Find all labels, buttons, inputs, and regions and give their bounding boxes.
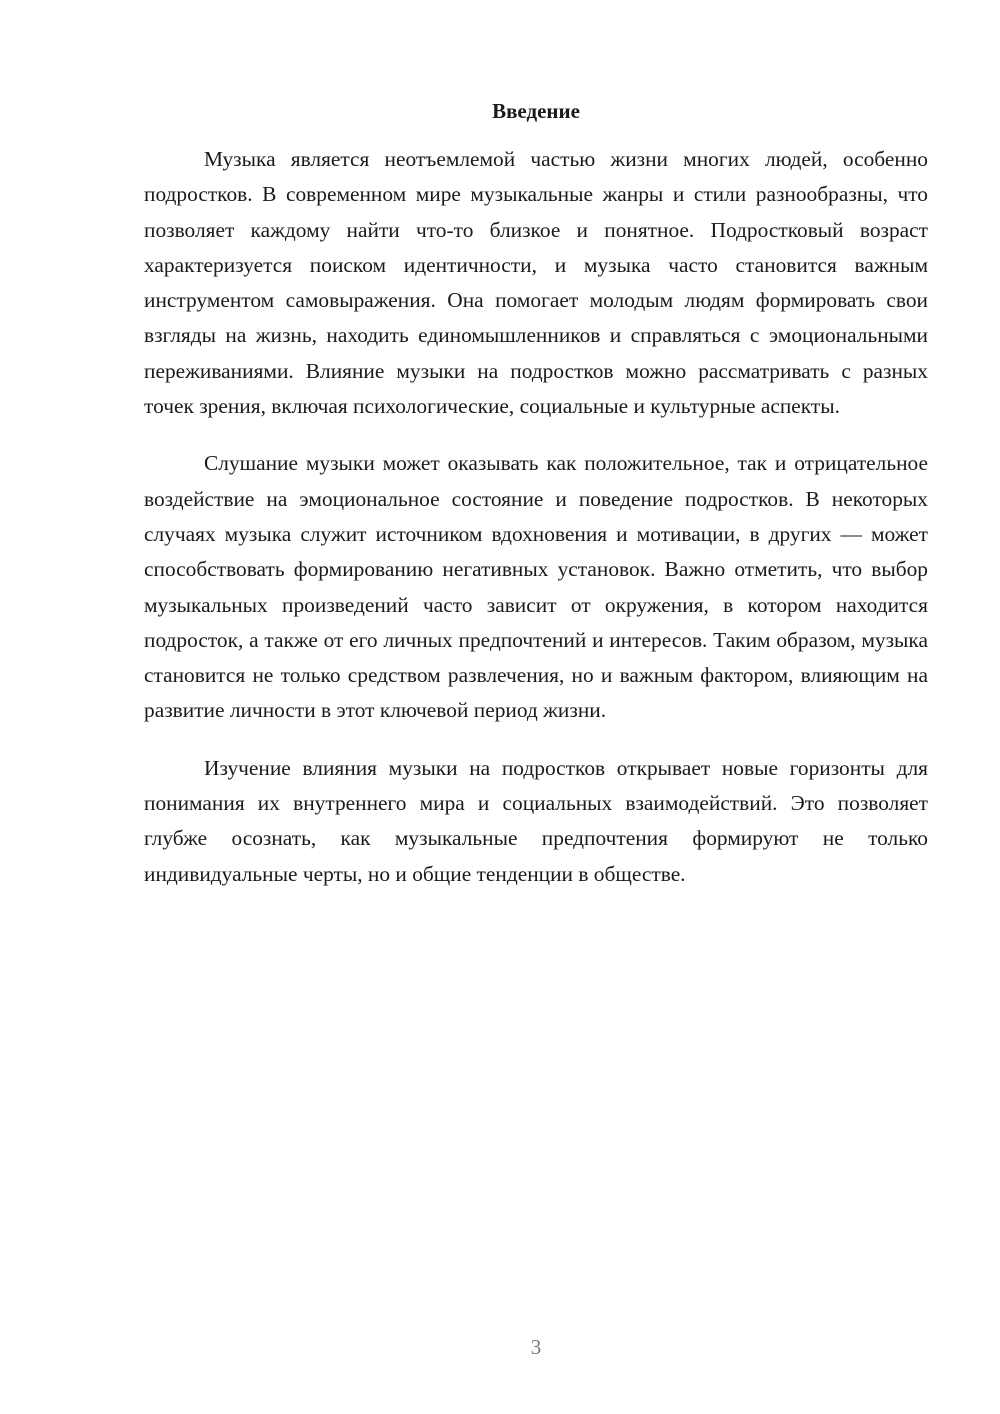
page-number: 3: [530, 1335, 542, 1359]
paragraph-2: Слушание музыки может оказывать как положительное, так и отрицательное воздействие на эмоциональное состояние и поведение подростков. В некоторых случаях музыка служит источником вдохновения и мотивации, в других — может способствовать формированию негативных установок. Важно отметить, что выбор музыкальных произведений часто зависит от окружения, в котором находится подросток, а также от его личных предпочтений и интересов. Таким образом, музыка становится не только средством развлечения, но и важным фактором, влияющим на развитие личности в этот ключевой период жизни.: [144, 451, 928, 723]
paragraph-1: Музыка является неотъемлемой частью жизни многих людей, особенно подростков. В современном мире музыкальные жанры и стили разнообразны, что позволяет каждому найти что-то близкое и понятное. Подростковый возраст характеризуется поиском идентичности, и музыка часто становится важным инструментом самовыражения. Она помогает молодым людям формировать свои взгляды на жизнь, находить единомышленников и справляться с эмоциональными переживаниями. Влияние музыки на подростков можно рассматривать с разных точек зрения, включая психологические, социальные и культурные аспекты.: [144, 147, 928, 419]
section-heading: Введение: [492, 99, 580, 123]
body-text: [144, 142, 928, 914]
paragraph-3: Изучение влияния музыки на подростков открывает новые горизонты для понимания их внутреннего мира и социальных взаимодействий. Это позволяет глубже осознать, как музыкальные предпочтения формируют не только индивидуальные черты, но и общие тенденции в обществе.: [144, 755, 928, 886]
